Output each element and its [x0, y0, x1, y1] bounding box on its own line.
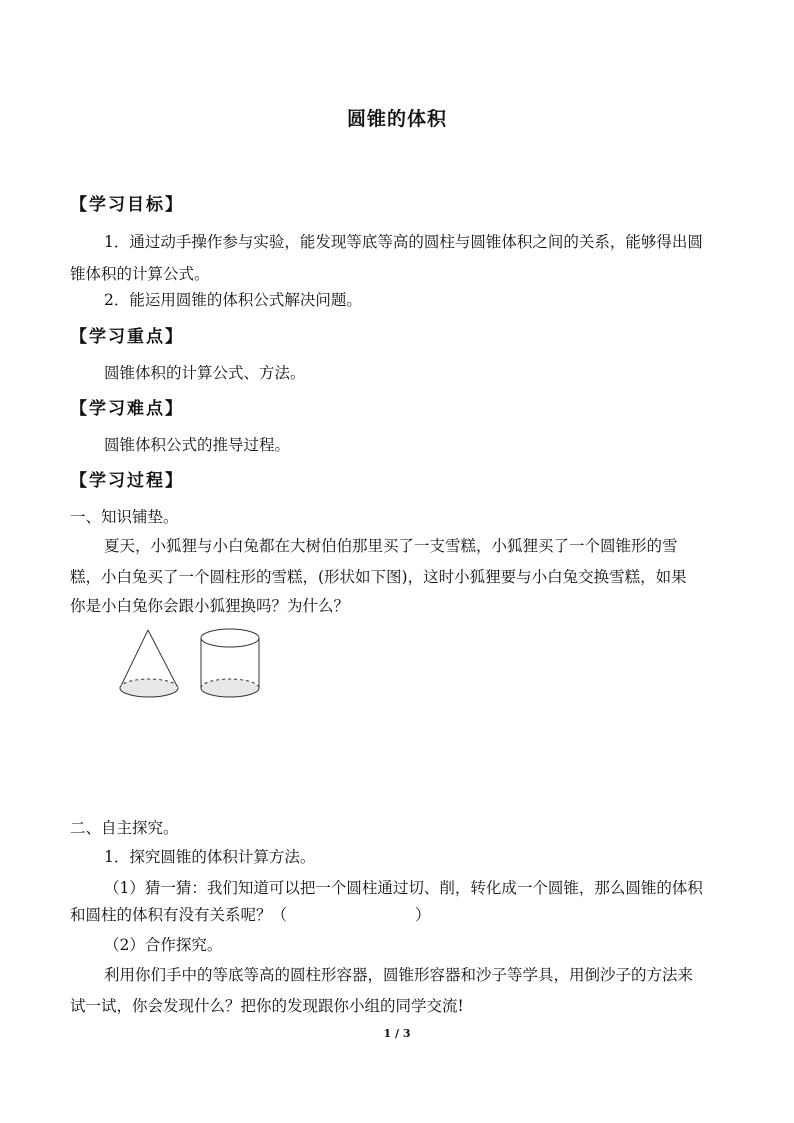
part-2-item-1: 1．探究圆锥的体积计算方法。	[104, 848, 316, 866]
guess-close-paren: ）	[415, 906, 431, 924]
cylinder-shape	[201, 629, 259, 697]
document-title: 圆锥的体积	[346, 108, 447, 130]
goal-1-line-1: 1．通过动手操作参与实验，能发现等底等高的圆柱与圆锥体积之间的关系，能够得出圆	[104, 233, 703, 251]
goal-2: 2．能运用圆锥的体积公式解决问题。	[104, 291, 362, 309]
coop-line-2: 试一试，你会发现什么？把你的发现跟你小组的同学交流!	[70, 997, 464, 1015]
goal-1-line-2: 锥体积的计算公式。	[70, 265, 210, 283]
guess-question: 和圆柱的体积有没有关系呢？（	[70, 906, 288, 924]
page-number: 1 / 3	[383, 1027, 411, 1040]
part-2-heading: 二、自主探究。	[70, 819, 179, 837]
coop-heading: （2）合作探究。	[104, 936, 223, 954]
cone-shape	[120, 630, 178, 697]
coop-line-1: 利用你们手中的等底等高的圆柱形容器，圆锥形容器和沙子等学具，用倒沙子的方法来	[104, 966, 694, 984]
cone-cylinder-figure	[104, 622, 274, 710]
part-1-line-2: 糕，小白兔买了一个圆柱形的雪糕，(形状如下图)，这时小狐狸要与小白兔交换雪糕，如果	[70, 568, 687, 586]
key-text: 圆锥体积的计算公式、方法。	[104, 364, 306, 382]
part-1-line-1: 夏天，小狐狸与小白兔都在大树伯伯那里买了一支雪糕，小狐狸买了一个圆锥形的雪	[104, 537, 678, 555]
part-1-line-3: 你是小白兔你会跟小狐狸换吗？为什么？	[70, 597, 350, 615]
process-heading: 【学习过程】	[70, 471, 184, 491]
goals-heading: 【学习目标】	[70, 195, 184, 215]
key-heading: 【学习重点】	[70, 327, 184, 347]
difficulty-heading: 【学习难点】	[70, 399, 184, 419]
guess-line-2	[70, 899, 431, 931]
guess-line-1: （1）猜一猜：我们知道可以把一个圆柱通过切、削，转化成一个圆锥，那么圆锥的体积	[104, 879, 703, 897]
difficulty-text: 圆锥体积公式的推导过程。	[104, 436, 291, 454]
part-1-heading: 一、知识铺垫。	[70, 508, 179, 526]
